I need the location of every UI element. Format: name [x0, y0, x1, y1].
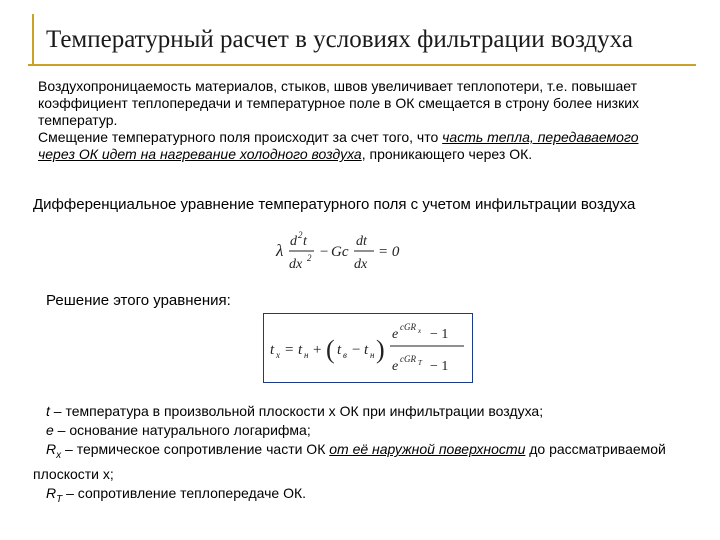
definition-e	[33, 421, 693, 440]
svg-text:dx: dx	[289, 257, 303, 272]
svg-text:): )	[376, 335, 385, 364]
definition-rx-text-start: – термическое сопротивление части ОК	[61, 441, 330, 457]
paragraph-2	[38, 129, 678, 163]
svg-text:λ: λ	[276, 241, 284, 260]
svg-text:t: t	[364, 342, 369, 358]
definition-rx-subscript: x	[56, 449, 62, 461]
svg-text:н: н	[370, 350, 375, 360]
definition-e-symbol: e	[46, 422, 54, 438]
svg-text:cGR: cGR	[400, 354, 416, 364]
svg-text:− 1: − 1	[430, 359, 449, 374]
svg-text:x: x	[418, 327, 422, 335]
definition-rx-underlined: от её наружной поверхности	[329, 441, 526, 457]
solution-formula	[263, 313, 473, 383]
svg-text:н: н	[304, 350, 309, 360]
svg-text:2: 2	[298, 230, 303, 240]
definition-t-text: – температура в произвольной плоскости x ОК при инфильтрации воздуха;	[49, 403, 544, 419]
paragraph-2-end: , проникающего через ОК.	[361, 146, 533, 162]
paragraph-2-underlined: часть тепла, передаваемого через ОК идет на нагревание холодного воздуха	[38, 129, 639, 162]
svg-text:T: T	[418, 359, 422, 367]
svg-text:dx: dx	[354, 257, 368, 272]
definition-t	[33, 402, 693, 421]
svg-text:t: t	[270, 342, 275, 358]
svg-text:+: +	[313, 342, 322, 358]
definition-rx-symbol: R	[46, 441, 57, 457]
paragraph-4: Решение этого уравнения:	[46, 292, 231, 309]
title-frame-horizontal	[28, 64, 696, 66]
svg-text:t: t	[298, 342, 303, 358]
svg-text:cGR: cGR	[400, 322, 416, 332]
svg-text:e: e	[392, 327, 399, 342]
svg-text:x: x	[276, 350, 280, 360]
svg-text:в: в	[343, 350, 347, 360]
paragraph-2-start: Смещение температурного поля происходит за счет того, что	[38, 129, 443, 145]
slide-title: Температурный расчет в условиях фильтрации воздуха	[46, 26, 633, 53]
svg-text:t: t	[337, 342, 342, 358]
svg-text:2: 2	[307, 253, 312, 263]
definition-rt	[33, 484, 693, 509]
definition-rt-text: – сопротивление теплопередаче ОК.	[62, 484, 307, 501]
svg-text:=: =	[285, 342, 294, 358]
svg-text:d: d	[290, 234, 297, 249]
svg-text:−: −	[352, 342, 361, 358]
definition-rx	[33, 440, 693, 484]
definitions-list	[33, 402, 693, 509]
paragraph-3: Дифференциальное уравнение температурного поля с учетом инфильтрации воздуха	[33, 196, 636, 213]
definition-rx-text-end: до рассматриваемой плоскости x;	[33, 441, 666, 482]
differential-equation-formula	[274, 224, 414, 276]
definition-rt-subscript: T	[56, 493, 63, 505]
svg-text:−: −	[319, 244, 330, 260]
title-frame-vertical	[32, 14, 34, 66]
svg-text:dt: dt	[356, 234, 367, 249]
definition-e-text: – основание натурального логарифма;	[53, 422, 311, 438]
svg-text:= 0: = 0	[378, 244, 400, 260]
svg-text:Gc: Gc	[331, 244, 349, 260]
definition-t-symbol: t	[46, 403, 50, 419]
paragraph-1: Воздухопроницаемость материалов, стыков, швов увеличивает теплопотери, т.е. повышает коэффициент теплопередачи и температурное поле в ОК смещается в строну более низких температур.	[38, 78, 640, 128]
svg-text:t: t	[303, 234, 307, 249]
svg-text:− 1: − 1	[430, 327, 449, 342]
svg-text:(: (	[326, 335, 335, 364]
definition-rt-symbol: R	[46, 484, 57, 501]
svg-text:e: e	[392, 359, 399, 374]
